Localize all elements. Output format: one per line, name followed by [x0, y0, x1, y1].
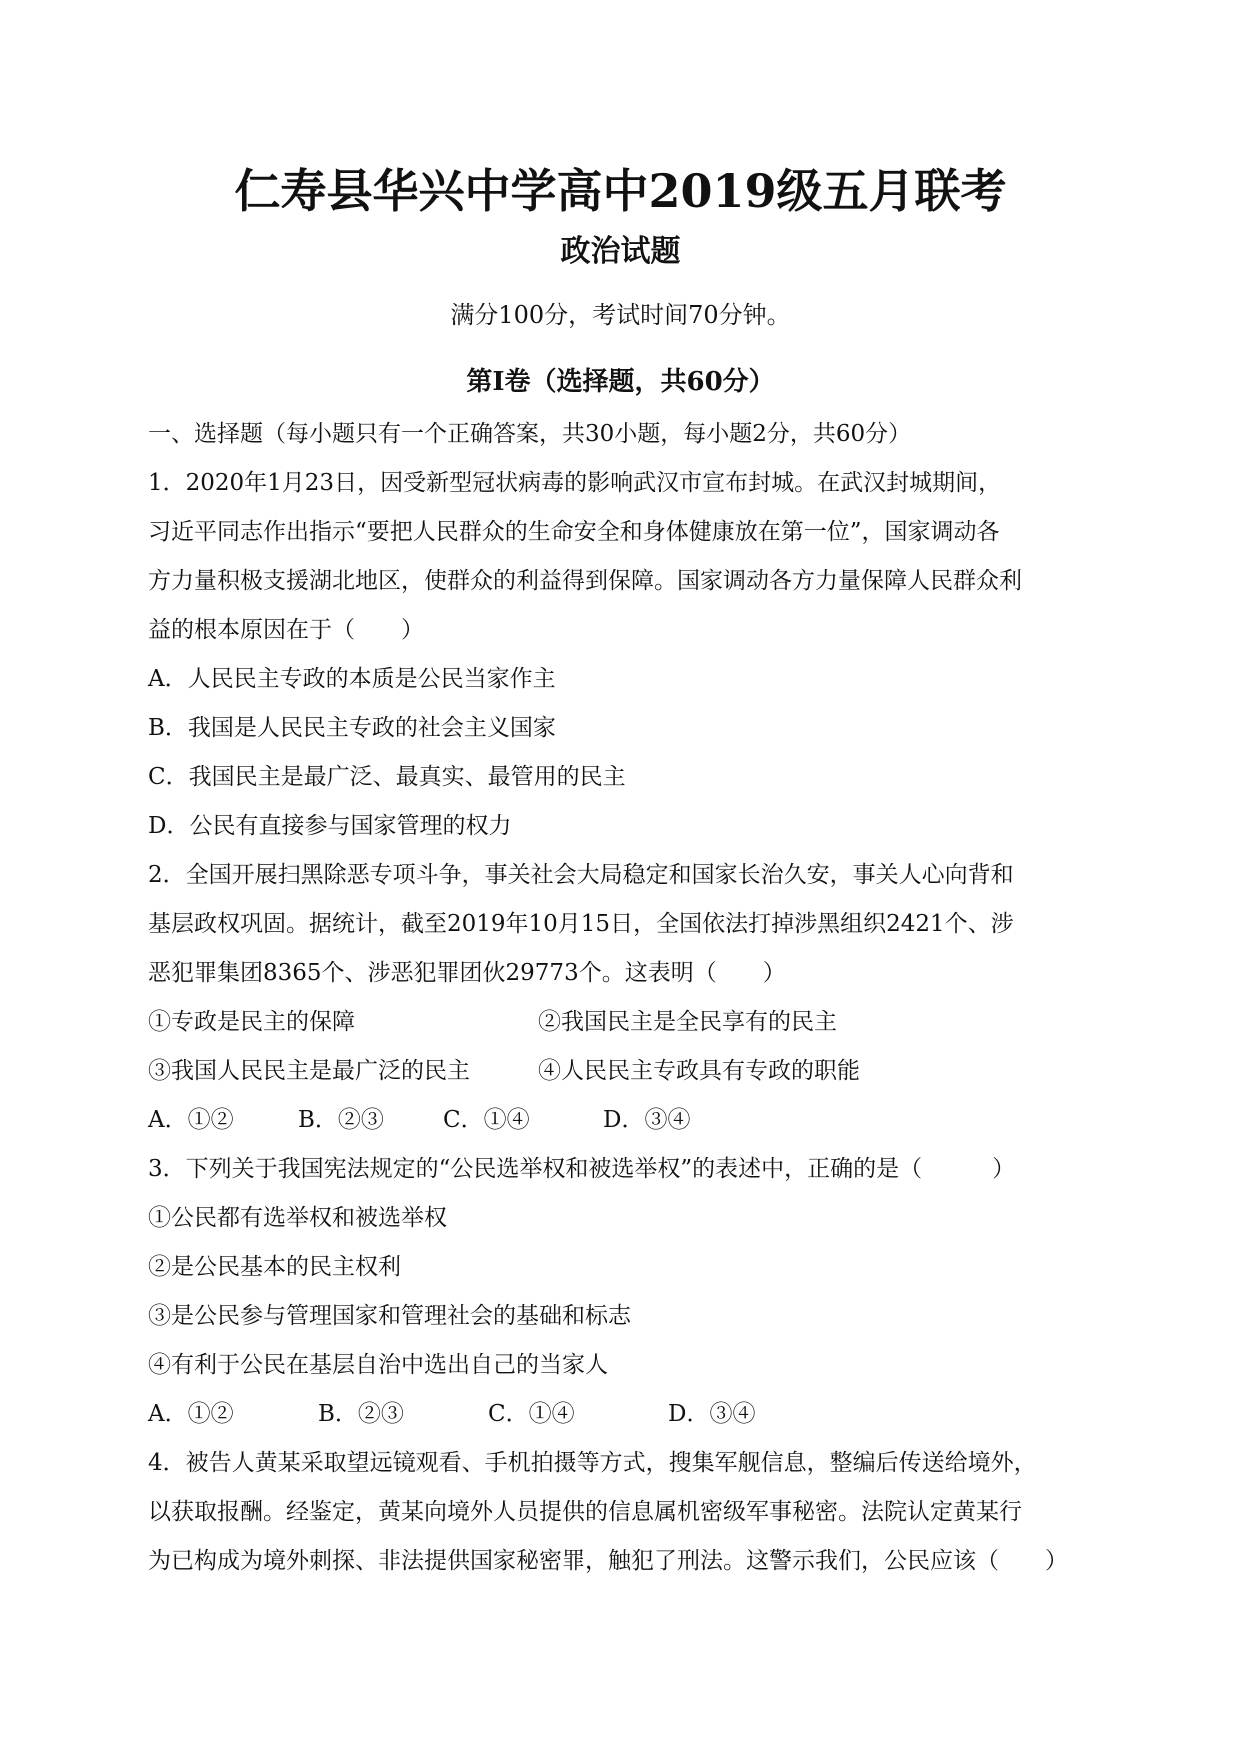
q1-line: 益的根本原因在于（ ） — [148, 617, 424, 643]
q1-line: 1．2020年1月23日，因受新型冠状病毒的影响武汉市宣布封城。在武汉封城期间， — [148, 470, 1002, 496]
q2-option-c: C．①④ — [443, 1107, 530, 1133]
q2-item-1: ①专政是民主的保障 — [148, 1009, 355, 1035]
exam-info: 满分100分，考试时间70分钟。 — [450, 301, 791, 329]
section-heading: 一、选择题（每小题只有一个正确答案，共30小题，每小题2分，共60分） — [148, 421, 912, 447]
q2-items-row — [148, 998, 1108, 1047]
q1-option-d: D．公民有直接参与国家管理的权力 — [148, 813, 512, 839]
q3-option-b: B．②③ — [318, 1401, 404, 1427]
q2-option-a: A．①② — [148, 1107, 234, 1133]
q3-option-a: A．①② — [148, 1401, 234, 1427]
q3-option-d: D．③④ — [668, 1401, 756, 1427]
q3-stem: 3．下列关于我国宪法规定的“公民选举权和被选举权”的表述中，正确的是（ — [148, 1156, 923, 1182]
q2-line: 基层政权巩固。据统计，截至2019年10月15日，全国依法打掉涉黑组织2421个、涉 — [148, 911, 1014, 937]
part-heading: 第I卷（选择题，共60分） — [466, 367, 775, 397]
q4-line: 4．被告人黄某采取望远镜观看、手机拍摄等方式，搜集军舰信息，整编后传送给境外， — [148, 1450, 1037, 1476]
q4-line: 为已构成为境外刺探、非法提供国家秘密罪，触犯了刑法。这警示我们，公民应该（ ） — [148, 1548, 1068, 1574]
q1-option-c: C．我国民主是最广泛、最真实、最管用的民主 — [148, 764, 626, 790]
q2-line: 2．全国开展扫黑除恶专项斗争，事关社会大局稳定和国家长治久安，事关人心向背和 — [148, 862, 1014, 888]
q2-options-row — [148, 1096, 1108, 1145]
q2-items-row — [148, 1047, 1108, 1096]
q2-item-4: ④人民民主专政具有专政的职能 — [538, 1058, 860, 1084]
q4-line: 以获取报酬。经鉴定，黄某向境外人员提供的信息属机密级军事秘密。法院认定黄某行 — [148, 1499, 1022, 1525]
q1-option-b: B．我国是人民民主专政的社会主义国家 — [148, 715, 556, 741]
q2-option-d: D．③④ — [603, 1107, 691, 1133]
q2-option-b: B．②③ — [298, 1107, 384, 1133]
q3-item-3: ③是公民参与管理国家和管理社会的基础和标志 — [148, 1303, 631, 1329]
question-content — [148, 410, 1108, 1586]
q2-line: 恶犯罪集团8365个、涉恶犯罪团伙29773个。这表明（ ） — [148, 960, 786, 986]
q3-item-1: ①公民都有选举权和被选举权 — [148, 1205, 447, 1231]
q1-option-a: A．人民民主专政的本质是公民当家作主 — [148, 666, 556, 692]
q3-option-c: C．①④ — [488, 1401, 575, 1427]
q3-options-row — [148, 1390, 1108, 1439]
exam-subtitle: 政治试题 — [560, 234, 681, 269]
q2-item-2: ②我国民主是全民享有的民主 — [538, 1009, 837, 1035]
q1-line: 习近平同志作出指示“要把人民群众的生命安全和身体健康放在第一位”，国家调动各 — [148, 519, 1000, 545]
q3-item-2: ②是公民基本的民主权利 — [148, 1254, 401, 1280]
q3-paren-close: ） — [992, 1156, 1016, 1182]
q2-item-3: ③我国人民民主是最广泛的民主 — [148, 1058, 470, 1084]
q3-item-4: ④有利于公民在基层自治中选出自己的当家人 — [148, 1352, 608, 1378]
q3-stem-row — [148, 1145, 1108, 1194]
exam-title: 仁寿县华兴中学高中2019级五月联考 — [234, 164, 1007, 218]
q1-line: 方力量积极支援湖北地区，使群众的利益得到保障。国家调动各方力量保障人民群众利 — [148, 568, 1022, 594]
